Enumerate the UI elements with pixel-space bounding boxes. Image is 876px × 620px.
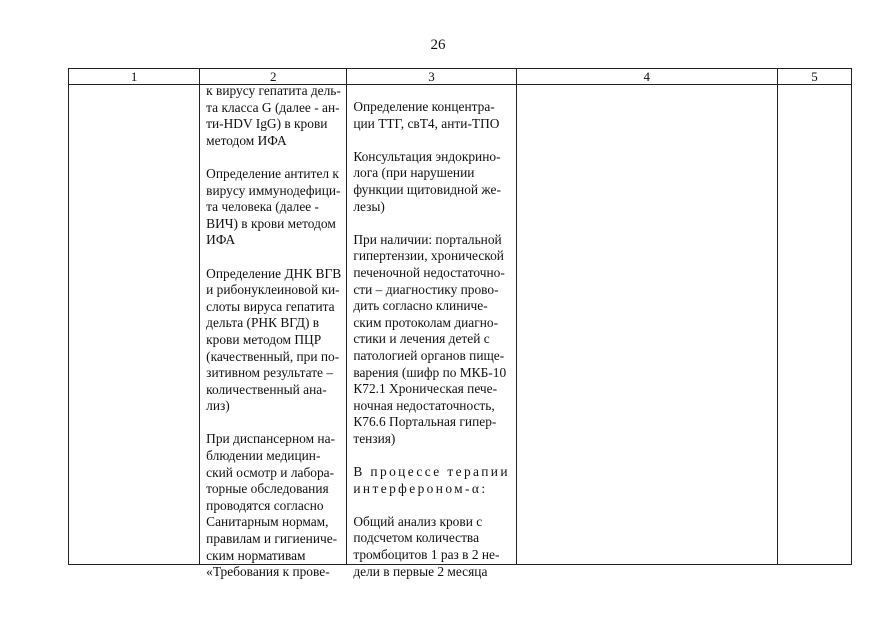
col3-paragraph-portal-hypertension: При наличии: портальной гипертензии, хронической печеночной недостаточно- сти – диагностику прово- дить согласно клиниче- ским протоколам диагно- стики и лечения детей с патологией органов пище- варения (шифр по МКБ-10 К72.1 Хроническая печe- ночная недостаточность, К76.6 Портальная гипер- тензия) <box>353 231 507 446</box>
col2-paragraph-pcr: Определение ДНК ВГВ и рибонуклеиновой ки- слоты вируса гепатита дельта (РНК ВГД) в крови методом ПЦР (качественный, при по- зитивном результате – количественный ана- лиз) <box>206 265 342 414</box>
table-cell-col1 <box>69 85 200 565</box>
col2-paragraph-anti-hdv: к вирусу гепатита дель- та класса G (далее - ан- ти-HDV IgG) в крови методом ИФА <box>206 83 341 148</box>
page-number: 26 <box>430 37 446 53</box>
table-cell-col2 <box>200 83 347 580</box>
column-header-5: 5 <box>777 69 851 85</box>
column-header-3: 3 <box>347 69 516 85</box>
document-table <box>68 68 852 580</box>
cell-col5-content <box>778 85 851 550</box>
col3-paragraph-endocrinologist: Консультация эндокрино- лога (при нарушении функции щитовидной же- лезы) <box>353 148 501 214</box>
cell-col2-content <box>200 83 346 580</box>
col3-paragraph-thyroid: Определение концентра- ции ТТГ, свТ4, анти-ТПО <box>353 99 500 131</box>
column-header-2: 2 <box>200 69 347 85</box>
table-row <box>69 85 852 565</box>
table-cell-col4 <box>516 85 777 565</box>
column-header-4: 4 <box>516 69 777 85</box>
table-cell-col5 <box>777 85 851 565</box>
col3-paragraph-interferon-heading: В процессе терапии интерфероном-α: <box>353 464 510 496</box>
column-header-1: 1 <box>69 69 200 85</box>
cell-col4-content <box>517 85 777 550</box>
cell-col1-content <box>69 85 199 550</box>
col2-paragraph-hiv: Определение антител к вирусу иммунодефици- та человека (далее - ВИЧ) в крови методом ИФА <box>206 165 341 248</box>
table-cell-col3 <box>347 85 516 579</box>
col2-paragraph-dispensary: При диспансерном на- блюдении медицин- ский осмотр и лабора- торные обследования проводятся согласно Санитарным нормам, правилам и гигиениче- ским нормативам «Требования к прове- <box>206 431 338 580</box>
col3-paragraph-blood-count: Общий анализ крови с подсчетом количества тромбоцитов 1 раз в 2 не- дели в первые 2 месяца <box>353 513 500 579</box>
cell-col3-content <box>347 85 515 579</box>
table-header-row <box>69 69 852 85</box>
